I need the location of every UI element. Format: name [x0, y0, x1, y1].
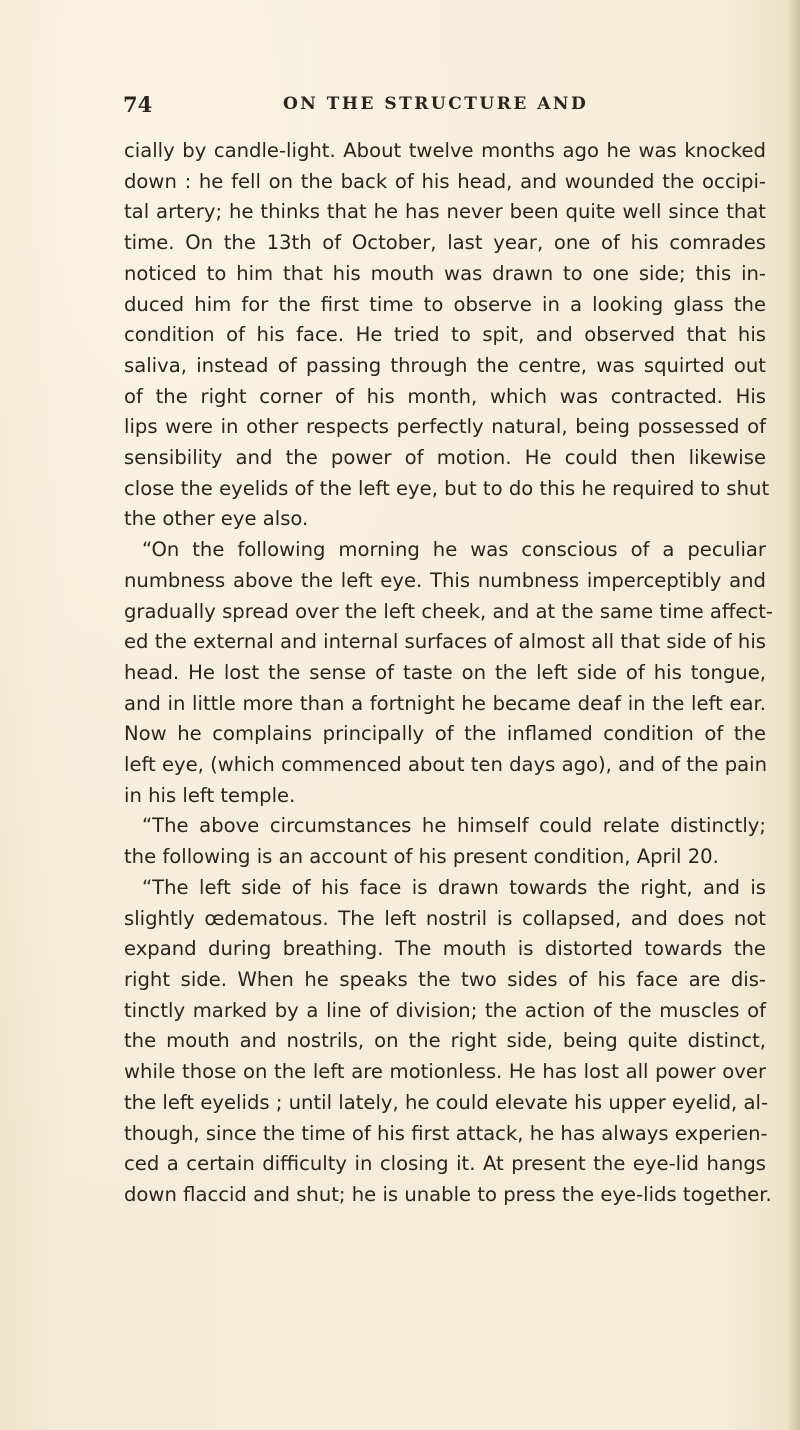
text-line: ced a certain difficulty in closing it. At present the eye-lid hangs: [124, 1152, 766, 1176]
text-line: close the eyelids of the left eye, but to do this he required to shut: [124, 476, 770, 500]
body-text: [124, 136, 774, 1211]
text-line: “On the following morning he was conscious of a peculiar: [142, 538, 766, 562]
text-line: saliva, instead of passing through the centre, was squirted out: [124, 353, 766, 377]
paragraph: [124, 811, 766, 872]
text-line: head. He lost the sense of taste on the left side of his tongue,: [124, 660, 766, 684]
text-line: Now he complains principally of the inflamed condition of the: [124, 722, 766, 746]
text-line: left eye, (which commenced about ten days ago), and of the pain: [124, 753, 768, 777]
paragraph: [124, 873, 772, 1211]
page-edge-shadow: [786, 0, 800, 1430]
text-line: the mouth and nostrils, on the right side, being quite distinct,: [124, 1029, 766, 1053]
text-line: the following is an account of his present condition, April 20.: [124, 845, 719, 869]
text-line: down flaccid and shut; he is unable to press the eye-lids together.: [124, 1182, 772, 1206]
paragraph: [124, 136, 770, 535]
text-line: cially by candle-light. About twelve months ago he was knocked: [124, 139, 766, 162]
text-line: of the right corner of his month, which was contracted. His: [124, 384, 766, 408]
text-line: slightly œdematous. The left nostril is collapsed, and does not: [124, 906, 766, 930]
paragraph: [124, 535, 774, 811]
text-line: expand during breathing. The mouth is distorted towards the: [124, 937, 766, 961]
text-line: the other eye also.: [124, 507, 309, 531]
text-line: tinctly marked by a line of division; the action of the muscles of: [124, 998, 766, 1022]
text-line: down : he fell on the back of his head, and wounded the occipi-: [124, 169, 766, 193]
text-line: time. On the 13th of October, last year, one of his comrades: [124, 231, 766, 255]
page-header: [123, 92, 760, 122]
text-line: in his left temple.: [124, 783, 296, 807]
page-number: 74: [123, 92, 153, 117]
text-line: numbness above the left eye. This numbness imperceptibly and: [124, 568, 766, 592]
text-line: gradually spread over the left cheek, and at the same time affect-: [124, 599, 774, 623]
text-line: “The above circumstances he himself could relate distinctly;: [142, 814, 766, 838]
text-line: duced him for the first time to observe in a looking glass the: [124, 292, 766, 316]
text-line: the left eyelids ; until lately, he could elevate his upper eyelid, al-: [124, 1090, 769, 1114]
text-line: ed the external and internal surfaces of almost all that side of his: [124, 630, 766, 654]
text-line: tal artery; he thinks that he has never been quite well since that: [124, 200, 766, 224]
text-line: and in little more than a fortnight he became deaf in the left ear.: [124, 691, 766, 715]
text-line: condition of his face. He tried to spit, and observed that his: [124, 323, 766, 347]
text-line: sensibility and the power of motion. He could then likewise: [124, 446, 766, 470]
text-line: though, since the time of his first attack, he has always experien-: [124, 1121, 768, 1145]
text-line: lips were in other respects perfectly natural, being possessed of: [124, 415, 766, 439]
running-head: ON THE STRUCTURE AND: [283, 94, 589, 114]
text-line: right side. When he speaks the two sides of his face are dis-: [124, 967, 766, 991]
text-line: while those on the left are motionless. He has lost all power over: [124, 1060, 766, 1084]
text-line: “The left side of his face is drawn towards the right, and is: [142, 875, 766, 899]
text-line: noticed to him that his mouth was drawn to one side; this in-: [124, 261, 766, 285]
